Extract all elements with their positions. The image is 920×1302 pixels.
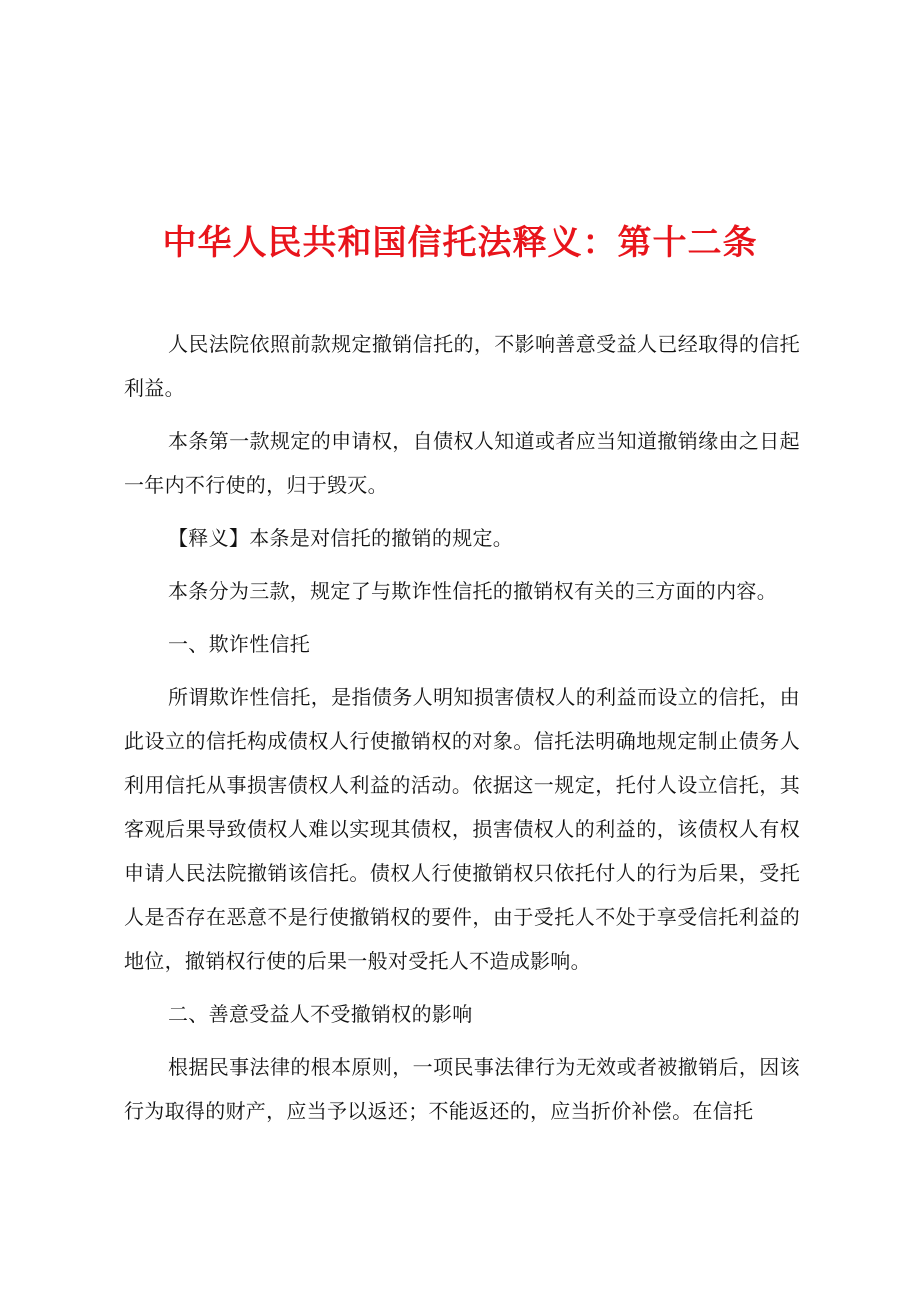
document-body [124, 322, 800, 1142]
document-title: 中华人民共和国信托法释义：第十二条 [162, 222, 758, 263]
paragraph-1: 人民法院依照前款规定撤销信托的，不影响善意受益人已经取得的信托利益。 [124, 332, 800, 400]
section-heading-1: 一、欺诈性信托 [168, 632, 311, 656]
paragraph-5: 所谓欺诈性信托，是指债务人明知损害债权人的利益而设立的信托，由此设立的信托构成债权人行使撤销权的对象。信托法明确地规定制止债务人利用信托从事损害债权人利益的活动。依据这一规定，托付人设立信托，其客观后果导致债权人难以实现其债权，损害债权人的利益的，该债权人有权申请人民法院撤销该信托。债权人行使撤销权只依托付人的行为后果，受托人是否存在恶意不是行使撤销权的要件，由于受托人不处于享受信托利益的地位，撤销权行使的后果一般对受托人不造成影响。 [124, 685, 800, 973]
section-heading-2: 二、善意受益人不受撤销权的影响 [168, 1002, 473, 1026]
paragraph-3: 【释义】本条是对信托的撤销的规定。 [168, 526, 514, 550]
paragraph-2: 本条第一款规定的申请权，自债权人知道或者应当知道撤销缘由之日起一年内不行使的，归于毁灭。 [124, 429, 800, 497]
paragraph-6: 根据民事法律的根本原则，一项民事法律行为无效或者被撤销后，因该行为取得的财产，应当予以返还；不能返还的，应当折价补偿。在信托 [124, 1055, 800, 1123]
paragraph-4: 本条分为三款，规定了与欺诈性信托的撤销权有关的三方面的内容。 [168, 579, 777, 603]
